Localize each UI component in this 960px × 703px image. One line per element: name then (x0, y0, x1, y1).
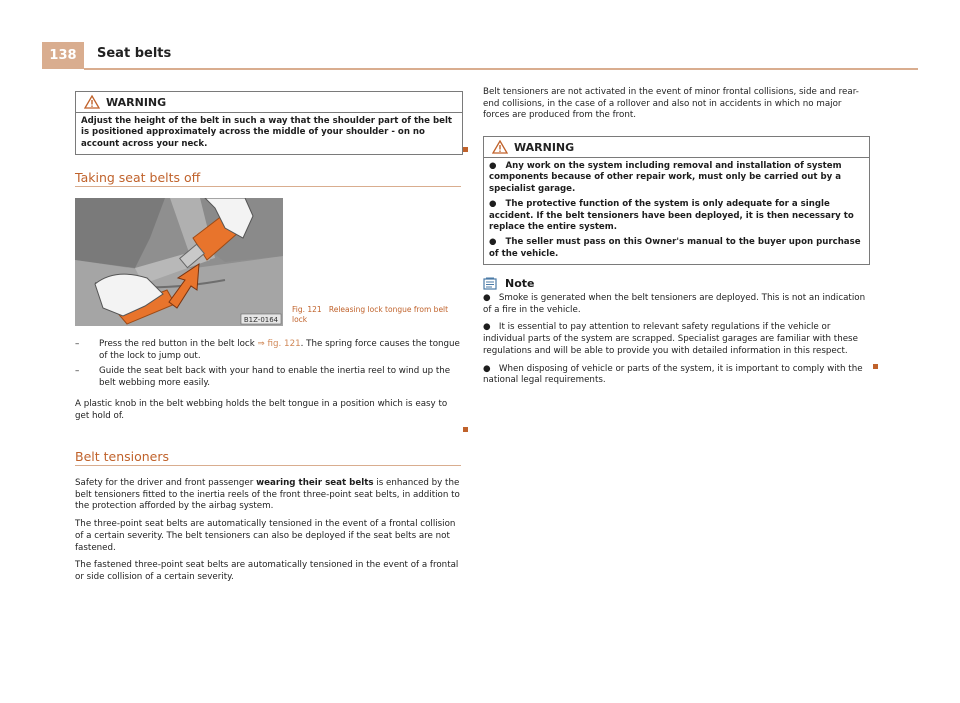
note-item-text: Smoke is generated when the belt tensioners are deployed. This is not an indication of a fire in the vehicle. (483, 293, 866, 315)
note-header (483, 277, 869, 290)
bullet: ● (483, 322, 491, 333)
note-item (483, 364, 869, 387)
figure-code: B1Z-0164 (243, 316, 279, 324)
section-title-belt-tensioners: Belt tensioners (75, 449, 170, 464)
warning-header (76, 92, 462, 113)
tensioners-paragraph-3: The fastened three-point seat belts are automatically tensioned in the event of a frontal or side collision of a certain severity. (75, 560, 459, 582)
para-part: is enhanced by the belt tensioners fitted to the inertia reels of the front three-point seat belts, in addition to the protection afforded by the airbag system. (75, 478, 460, 512)
figure-caption-label: Fig. 121 (292, 305, 322, 314)
step-item (75, 366, 461, 389)
bullet: ● (483, 293, 491, 303)
tensioners-intro (483, 87, 869, 128)
warning-header (484, 137, 869, 158)
section-end-marker (463, 427, 468, 432)
seat-belt-illustration (75, 198, 283, 326)
note-item (483, 293, 869, 316)
step-text: Guide the seat belt back with your hand to enable the inertia reel to wind up the belt webbing more easily. (99, 366, 451, 389)
section-rule (75, 465, 461, 466)
step-text (99, 339, 461, 362)
section-end-marker (873, 364, 878, 369)
step-text-part: Press the red button in the belt lock (99, 339, 258, 349)
step-dash: – (75, 366, 80, 377)
note-title: Note (505, 277, 535, 290)
figure-caption (292, 305, 462, 324)
belt-tensioners-text (75, 478, 461, 590)
header-title: Seat belts (97, 46, 172, 61)
note-section (483, 277, 869, 393)
note-item (483, 322, 869, 357)
bullet: ● (489, 237, 497, 248)
figure-releasing-lock-tongue (75, 198, 283, 326)
warning-item (489, 161, 864, 195)
step-text-part: . The spring force causes the tongue of the lock to jump out. (99, 339, 460, 361)
warning-item-text: The protective function of the system is only adequate for a single accident. If the belt tensioners have been deployed, it is then necessary to replace the entire system. (489, 199, 854, 233)
header-rule (84, 68, 918, 70)
warning-body (76, 113, 462, 154)
figure-caption-text: Releasing lock tongue from belt lock (292, 305, 449, 324)
intro-paragraph: Belt tensioners are not activated in the event of minor frontal collisions, side and rear-end collisions, in the case of a rollover and also not in accidents in which no major forces are produced from the front. (483, 87, 859, 121)
step-dash: – (75, 339, 80, 349)
section-title-taking-off: Taking seat belts off (75, 170, 201, 185)
warning-item (489, 237, 864, 260)
note-body (483, 293, 869, 387)
note-icon (483, 277, 497, 290)
knob-paragraph: A plastic knob in the belt webbing holds the belt tongue in a position which is easy to get hold of. (75, 398, 448, 421)
tensioners-paragraph-1 (75, 478, 461, 513)
warning-box-system (483, 136, 870, 265)
steps-list (75, 339, 461, 428)
tensioners-paragraph-2: The three-point seat belts are automatically tensioned in the event of a frontal collision of a certain severity. The belt tensioners can also be deployed if the seat belts are not fastened. (75, 519, 456, 553)
page-number: 138 (42, 42, 84, 69)
warning-text: Adjust the height of the belt in such a way that the shoulder part of the belt is positioned approximately across the middle of your shoulder - on no account across your neck. (81, 116, 453, 149)
bullet: ● (489, 161, 497, 171)
warning-body (484, 158, 869, 264)
section-rule (75, 186, 461, 187)
warning-item-text: Any work on the system including removal and installation of system components because of other repair work, must only be carried out by a specialist garage. (489, 161, 842, 194)
para-bold: wearing their seat belts (256, 478, 374, 488)
figure-link[interactable]: ⇒ fig. 121 (257, 339, 301, 349)
section-end-marker (463, 147, 468, 152)
warning-title: WARNING (106, 95, 167, 109)
note-item-text: When disposing of vehicle or parts of the system, it is important to comply with the national legal requirements. (483, 363, 863, 386)
warning-triangle-icon (492, 140, 508, 154)
warning-triangle-icon (84, 95, 100, 109)
warning-item-text: The seller must pass on this Owner's manual to the buyer upon purchase of the vehicle. (489, 237, 861, 259)
bullet: ● (483, 363, 491, 374)
step-item (75, 339, 461, 362)
warning-box-belt-height (75, 91, 463, 155)
bullet: ● (489, 199, 497, 210)
note-item-text: It is essential to pay attention to relevant safety regulations if the vehicle or individual parts of the system are scrapped. Specialist garages are familiar with these regulations and will be able to provide you with detailed information in this respect. (483, 322, 858, 356)
warning-title: WARNING (514, 140, 575, 154)
para-part: Safety for the driver and front passenger (75, 478, 257, 488)
warning-item (489, 199, 864, 233)
